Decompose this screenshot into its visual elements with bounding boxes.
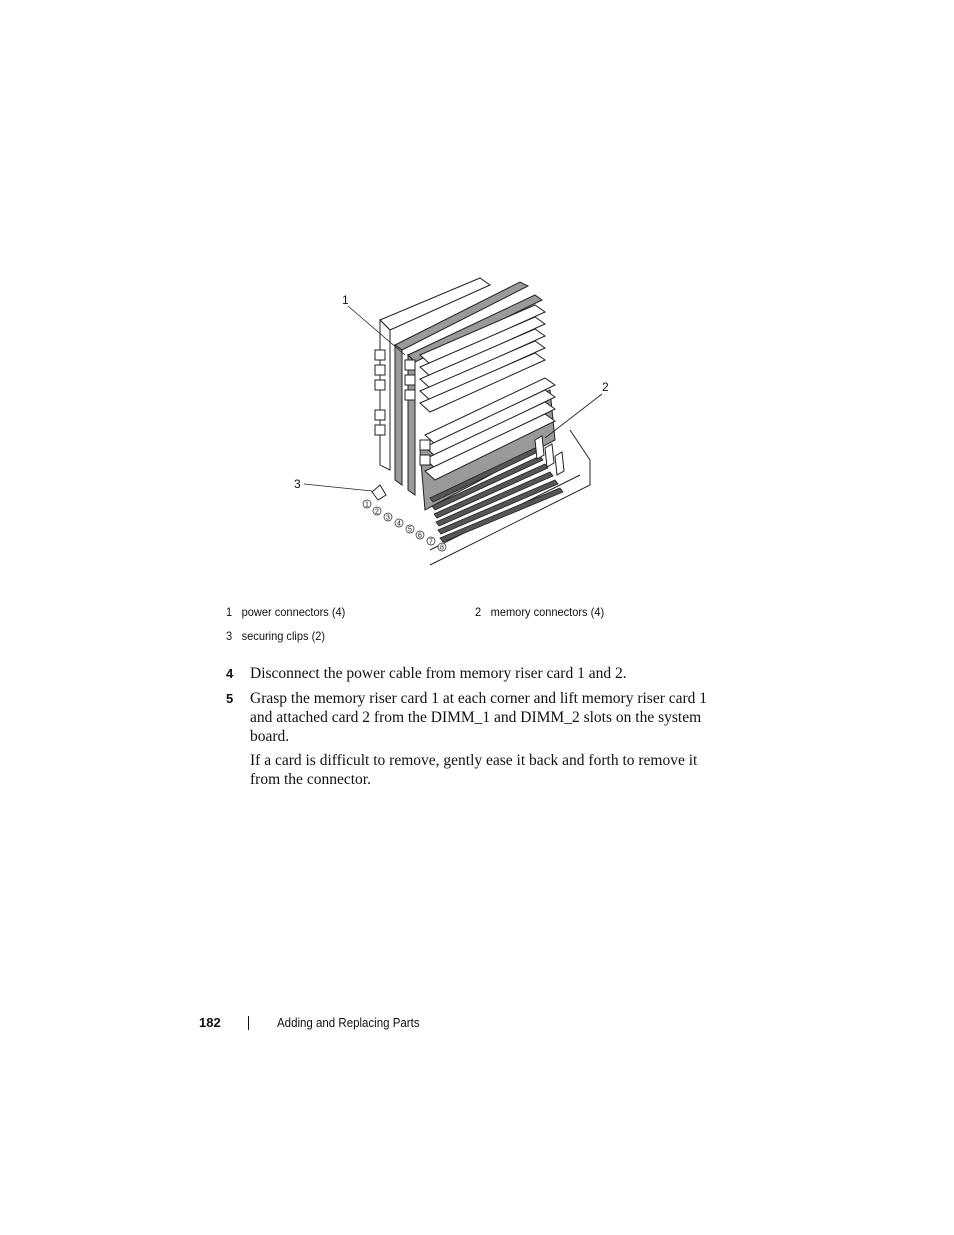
slot-number: 7 [429,538,433,546]
legend-item-3 [226,629,325,643]
legend-item-1 [226,605,345,619]
slot-number: 4 [397,520,401,528]
section-title: Adding and Replacing Parts [277,1016,420,1030]
legend-number: 1 [226,605,233,619]
memory-riser-figure [280,270,640,580]
slot-number: 3 [386,514,390,522]
callout-1: 1 [342,293,349,307]
legend-number: 2 [475,605,482,619]
slot-number: 6 [418,532,422,540]
note-text: If a card is difficult to remove, gently ease it back and forth to remove it from the connector. [250,752,698,788]
step-note [226,751,716,789]
legend-label: securing clips (2) [241,629,326,643]
step-5 [226,689,716,746]
callout-3: 3 [294,477,301,491]
slot-number: 8 [440,544,444,552]
legend-label: memory connectors (4) [490,605,605,619]
step-text: Disconnect the power cable from memory riser card 1 and 2. [250,665,627,682]
slot-number: 5 [408,526,412,534]
legend-label: power connectors (4) [241,605,346,619]
step-number: 4 [226,666,234,681]
footer-separator [248,1016,249,1030]
legend-number: 3 [226,629,233,643]
slot-number: 2 [375,508,379,516]
step-number: 5 [226,691,234,706]
slot-number: 1 [365,501,369,509]
step-4 [226,664,716,683]
securing-clip [372,485,386,500]
legend-item-2 [475,605,604,619]
page-number: 182 [199,1015,221,1030]
step-text: Grasp the memory riser card 1 at each corner and lift memory riser card 1 and attached card 2 from the DIMM_1 and DIMM_2 slots on the system board. [250,690,708,745]
callout-2: 2 [602,380,609,394]
